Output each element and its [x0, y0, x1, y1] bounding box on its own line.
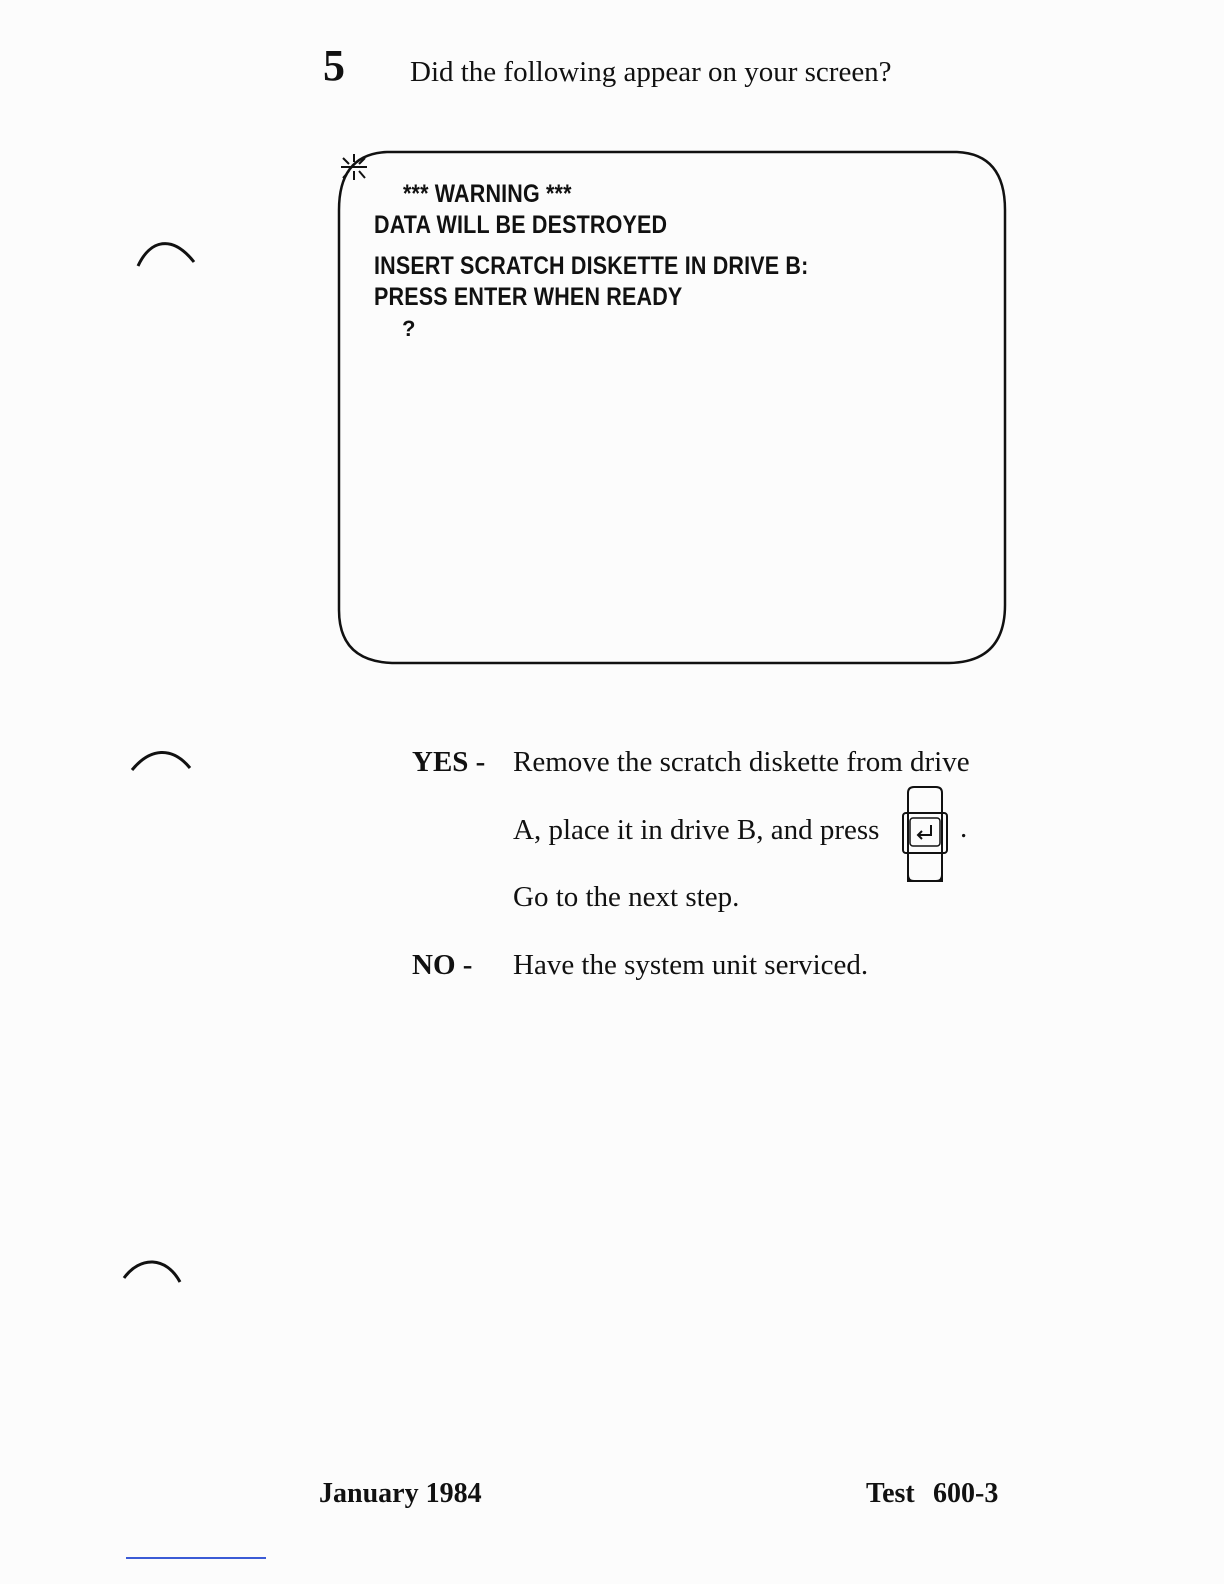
step-question: Did the following appear on your screen? [410, 56, 892, 88]
display-screen [337, 150, 1007, 665]
binder-hole-middle [130, 742, 194, 776]
footer-test-code: 600-3 [933, 1478, 999, 1509]
screen-warning: *** WARNING *** [403, 180, 572, 208]
footer-date: January 1984 [319, 1478, 482, 1509]
no-label: NO - [412, 949, 473, 981]
blinking-cursor-icon [337, 150, 371, 184]
yes-instruction-line3: Go to the next step. [513, 881, 740, 913]
yes-instruction-period: . [960, 812, 968, 844]
step-number: 5 [323, 41, 345, 90]
yes-label: YES - [412, 746, 486, 778]
yes-instruction-line1: Remove the scratch diskette from drive [513, 746, 970, 778]
no-instruction: Have the system unit serviced. [513, 949, 869, 981]
yes-instruction-line2: A, place it in drive B, and press [513, 814, 880, 846]
screen-line-insert-diskette: INSERT SCRATCH DISKETTE IN DRIVE B: [374, 252, 809, 280]
enter-key-icon [900, 785, 950, 885]
screen-prompt: ? [402, 316, 416, 341]
footer-test-label: Test [866, 1478, 915, 1509]
screen-line-data-destroyed: DATA WILL BE DESTROYED [374, 211, 668, 239]
screen-line-press-enter: PRESS ENTER WHEN READY [374, 283, 683, 311]
bottom-rule [126, 1557, 266, 1559]
binder-hole-bottom [122, 1252, 186, 1286]
binder-hole-top [136, 234, 200, 268]
